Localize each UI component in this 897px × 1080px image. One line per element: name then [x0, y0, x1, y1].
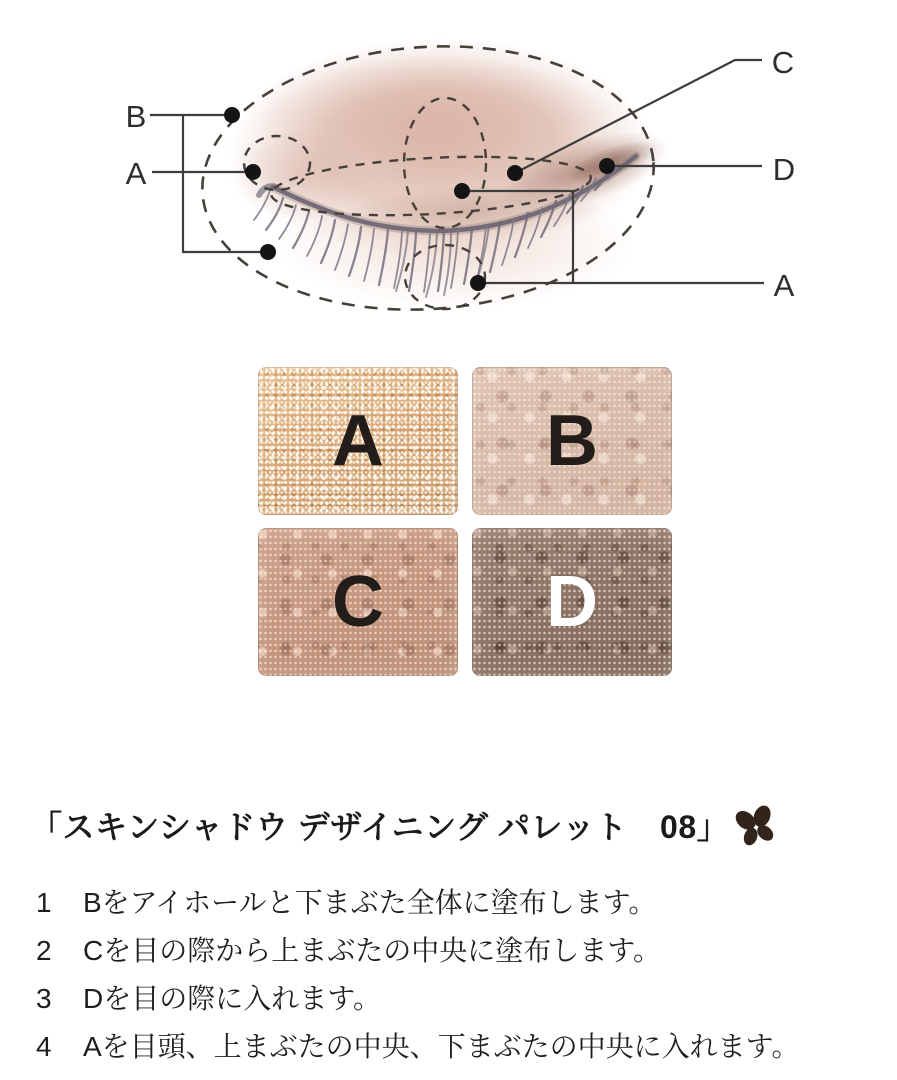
step-number: 1	[36, 887, 52, 918]
diagram-label-c: C	[771, 45, 795, 80]
step-text: Bをアイホールと下まぶた全体に塗布します。	[83, 887, 657, 918]
swatch-d	[472, 528, 672, 676]
dot-a-upper-center	[454, 183, 470, 199]
dot-b-bottom	[260, 244, 276, 260]
instruction-step-2	[36, 934, 856, 968]
swatch-a	[258, 367, 458, 515]
step-text: Cを目の際から上まぶたの中央に塗布します。	[83, 935, 661, 966]
eyeshadow-palette	[258, 367, 672, 676]
dot-a-lower-center	[470, 275, 486, 291]
swatch-b-label: B	[546, 401, 598, 481]
diagram-label-a-right: A	[773, 268, 795, 303]
dot-b-top	[224, 107, 240, 123]
swatch-d-label: D	[546, 562, 598, 642]
product-title	[30, 800, 870, 850]
step-text: Dを目の際に入れます。	[83, 983, 381, 1014]
dot-a-inner-corner	[245, 164, 261, 180]
step-text: Aを目頭、上まぶたの中央、下まぶたの中央に入れます。	[83, 1031, 800, 1062]
swatch-b	[472, 367, 672, 515]
swatch-a-label: A	[332, 401, 384, 481]
product-title-text: 「スキンシャドウ デザイニング パレット 08」	[30, 809, 730, 845]
instructions-list	[36, 886, 856, 1078]
diagram-label-b: B	[125, 99, 147, 134]
swatch-c-label: C	[332, 562, 384, 642]
diagram-label-a-left: A	[125, 156, 147, 191]
dot-c	[507, 165, 523, 181]
instruction-step-3	[36, 982, 856, 1016]
diagram-label-d: D	[772, 152, 796, 187]
step-number: 2	[36, 935, 52, 966]
step-number: 4	[36, 1031, 52, 1062]
instruction-step-1	[36, 886, 856, 920]
step-number: 3	[36, 983, 52, 1014]
butterfly-icon	[732, 802, 780, 850]
dot-d	[599, 158, 615, 174]
swatch-c	[258, 528, 458, 676]
instruction-step-4	[36, 1030, 856, 1064]
eye-application-diagram	[0, 0, 897, 350]
